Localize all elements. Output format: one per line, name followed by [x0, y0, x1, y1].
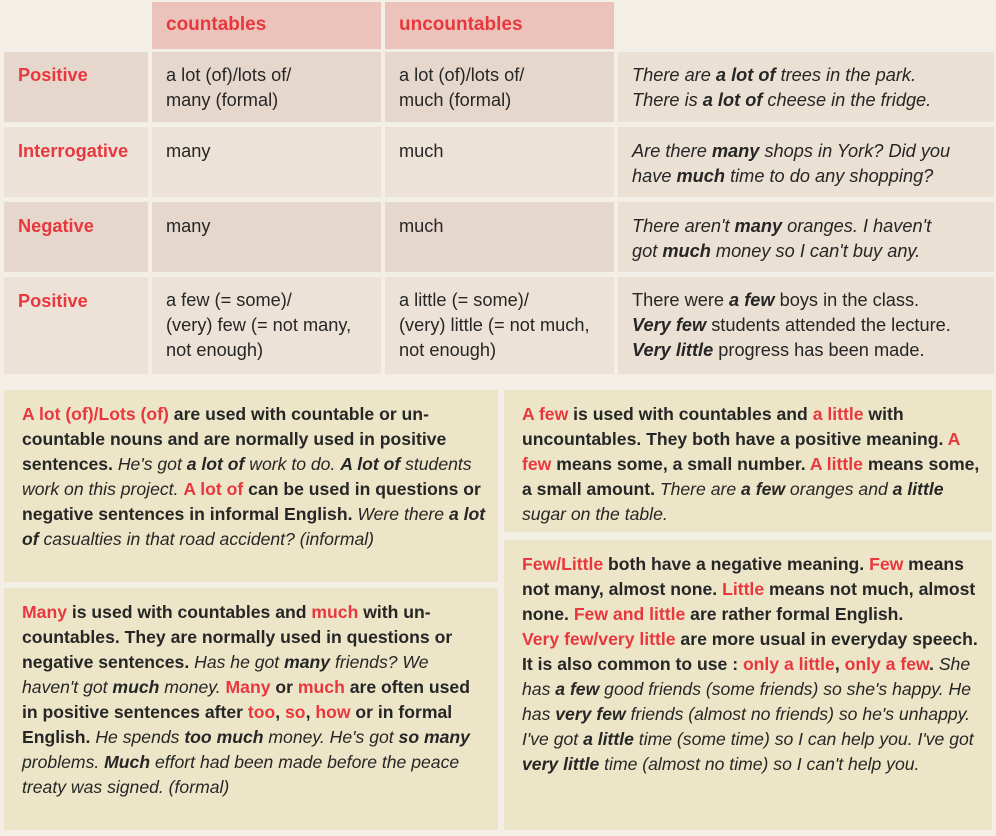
example-line: There is a lot of cheese in the fridge. [632, 90, 932, 110]
countable-text [166, 288, 375, 363]
text-line: not enough) [166, 340, 264, 360]
row-positive-countable [152, 52, 381, 122]
countable-text: many [166, 216, 211, 236]
text-line: a little (= some)/ [399, 290, 529, 310]
example-line: Very little progress has been made. [632, 340, 925, 360]
text-line: (very) little (= not much, [399, 315, 590, 335]
example-line: have much time to do any shopping? [632, 166, 934, 186]
row-positive-few-examples [618, 277, 994, 374]
keyword: Few/Little [522, 554, 604, 574]
uncountable-text [399, 63, 608, 113]
countable-text: many [166, 141, 211, 161]
examples-text [632, 288, 988, 363]
keyword: A few [522, 429, 960, 474]
example-line: Very few students attended the lecture. [632, 315, 951, 335]
row-positive-few-countable [152, 277, 381, 374]
keyword: a little [812, 404, 864, 424]
keyword: too [247, 702, 276, 722]
keyword: Very few/very little [522, 629, 676, 649]
row-interrogative-label-cell [4, 127, 148, 197]
example-line: There are a lot of trees in the park. [632, 65, 917, 85]
example-line: Are there many shops in York? Did you [632, 141, 951, 161]
keyword: so [285, 702, 306, 722]
text-line: a lot (of)/lots of/ [399, 65, 525, 85]
note-many-much: Many is used with countables and much with uncountables. They are normally used in questions or negative sentences. Has he got many friends? We haven't got much money. Many or much are often used in positive sentences after too, so, how or in formal English. He spends too much money. He's got so many problems. Much effort had been made before the peace treaty was signed. (formal) [4, 588, 498, 830]
keyword: Little [722, 579, 765, 599]
keyword: Few [869, 554, 904, 574]
header-uncountables [385, 2, 614, 49]
text-line: much (formal) [399, 90, 512, 110]
keyword: only a little [742, 654, 835, 674]
note-few-little: Few/Little both have a negative meaning. Few means not many, almost none. Little means not much, almost none. Few and little are rather formal English. Very few/very little are more usual in everyday speech. It is also common to use : only a little, only a few. She has a few good friends (some friends) so she's happy. He has very few friends (almost no friends) so he's unhappy. I've got a little time (some time) so I can help you. I've got very little time (almost no time) so I can't help you. [504, 540, 992, 830]
example-line: There aren't many oranges. I haven't [632, 216, 932, 236]
row-negative-countable [152, 202, 381, 272]
keyword: A little [809, 454, 863, 474]
row-interrogative-examples [618, 127, 994, 197]
uncountable-text [399, 288, 608, 363]
row-positive-label-cell [4, 52, 148, 122]
row-label: Negative [18, 216, 94, 236]
header-countables-label: countables [166, 14, 267, 35]
keyword: A lot of [183, 479, 244, 499]
note-a-few: A few is used with countables and a little with uncountables. They both have a positive meaning. A few means some, a small number. A little means some, a small amount. There are a few oranges and a little sugar on the table. [504, 390, 992, 532]
keyword: only a few [844, 654, 930, 674]
text-line: a lot (of)/lots of/ [166, 65, 292, 85]
keyword: Many [22, 602, 67, 622]
uncountable-text: much [399, 216, 444, 236]
keyword: A few [522, 404, 569, 424]
example-line: There were a few boys in the class. [632, 290, 920, 310]
text-line: many (formal) [166, 90, 279, 110]
countable-text [166, 63, 375, 113]
text-line: (very) few (= not many, [166, 315, 352, 335]
keyword: A lot (of)/Lots (of) [22, 404, 169, 424]
keyword: how [315, 702, 351, 722]
header-countables [152, 2, 381, 49]
keyword: much [311, 602, 359, 622]
examples-text [632, 139, 988, 189]
row-negative-uncountable [385, 202, 614, 272]
keyword: Few and little [573, 604, 686, 624]
text-line: not enough) [399, 340, 497, 360]
keyword: much [297, 677, 345, 697]
header-uncountables-label: uncountables [399, 14, 523, 35]
row-negative-examples [618, 202, 994, 272]
text-line: a few (= some)/ [166, 290, 292, 310]
row-label: Interrogative [18, 141, 129, 161]
row-positive-few-uncountable [385, 277, 614, 374]
examples-text [632, 63, 988, 113]
row-positive-uncountable [385, 52, 614, 122]
row-interrogative-uncountable [385, 127, 614, 197]
row-interrogative-countable [152, 127, 381, 197]
keyword: Many [225, 677, 271, 697]
row-label: Positive [18, 291, 88, 311]
row-negative-label-cell [4, 202, 148, 272]
row-label: Positive [18, 65, 88, 85]
row-positive-examples [618, 52, 994, 122]
uncountable-text: much [399, 141, 444, 161]
examples-text [632, 214, 988, 264]
row-positive-few-label-cell [4, 277, 148, 374]
example-line: got much money so I can't buy any. [632, 241, 921, 261]
note-lots-of: A lot (of)/Lots (of) are used with countable or uncountable nouns and are normally used in positive sentences. He's got a lot of work to do. A lot of students work on this project. A lot of can be used in questions or negative sentences in informal English. Were there a lot of casualties in that road accident? (informal) [4, 390, 498, 582]
